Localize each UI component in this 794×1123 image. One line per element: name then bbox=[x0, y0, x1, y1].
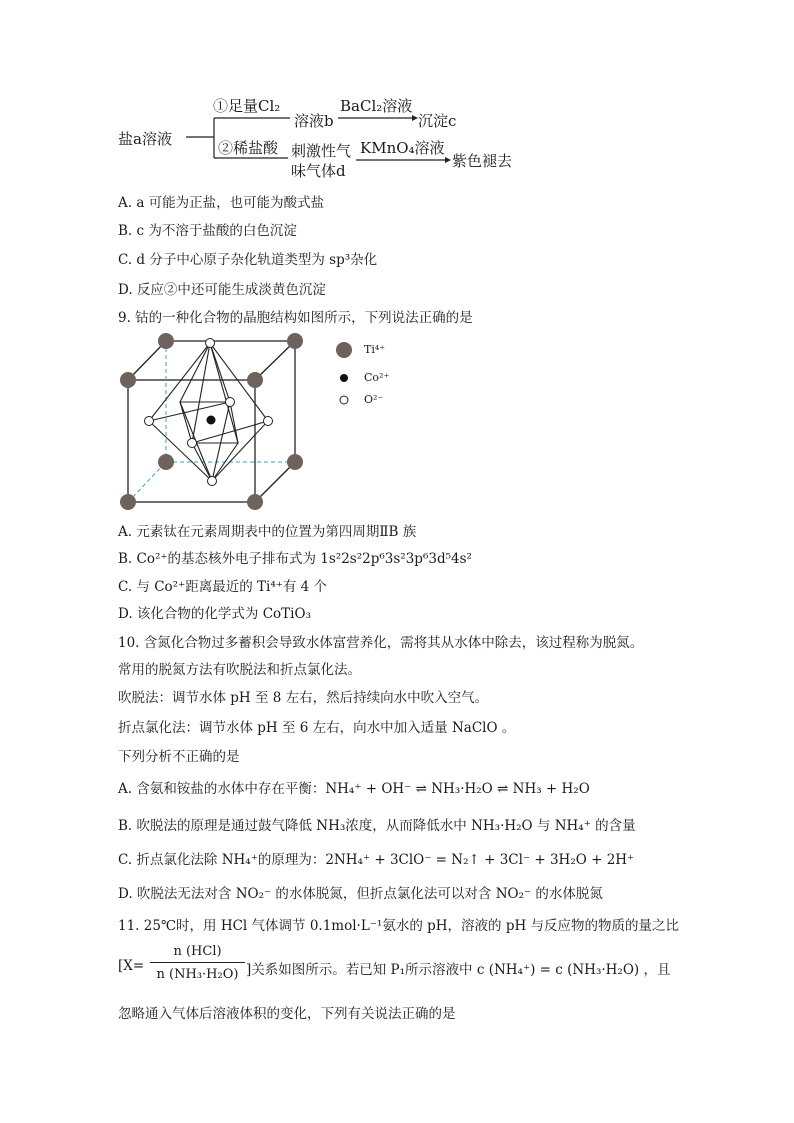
q11-line-3: 忽略通入气体后溶液体积的变化，下列有关说法正确的是 bbox=[118, 1006, 456, 1022]
scheme-step4-reagent: KMnO₄溶液 bbox=[360, 139, 445, 157]
q9-option-b: B. Co²⁺的基态核外电子排布式为 1s²2s²2p⁶3s²3p⁶3d⁵4s² bbox=[118, 551, 472, 567]
q11-line2-pre: [X= bbox=[118, 958, 145, 974]
scheme-product-c: 沉淀c bbox=[418, 112, 457, 130]
q10-stem-2: 常用的脱氮方法有吹脱法和折点氯化法。 bbox=[118, 662, 361, 678]
q8-option-d: D. 反应②中还可能生成淡黄色沉淀 bbox=[118, 282, 326, 298]
q10-stem-5: 下列分析不正确的是 bbox=[118, 749, 240, 765]
scheme-gas-line1: 刺激性气 bbox=[291, 142, 352, 160]
scheme-step2-reagent: BaCl₂溶液 bbox=[340, 97, 413, 115]
scheme-result: 紫色褪去 bbox=[452, 152, 513, 170]
q10-stem-1: 10. 含氮化合物过多蓄积会导致水体富营养化，需将其从水体中除去，该过程称为脱氮。 bbox=[118, 635, 644, 651]
q10-option-b: B. 吹脱法的原理是通过鼓气降低 NH₃浓度，从而降低水中 NH₃·H₂O 与 NH₄⁺ 的含量 bbox=[118, 818, 636, 834]
q10-option-d: D. 吹脱法无法对含 NO₂⁻ 的水体脱氮，但折点氯化法可以对含 NO₂⁻ 的水体脱氮 bbox=[118, 886, 603, 902]
q10-option-c: C. 折点氯化法除 NH₄⁺的原理为：2NH₄⁺ + 3ClO⁻ = N₂↑ + 3Cl⁻ + 3H₂O + 2H⁺ bbox=[118, 852, 635, 868]
scheme-product-b: 溶液b bbox=[294, 112, 334, 130]
scheme-gas-line2: 味气体d bbox=[291, 162, 346, 180]
q10-stem-4: 折点氯化法：调节水体 pH 至 6 左右，向水中加入适量 NaClO 。 bbox=[118, 720, 516, 736]
q8-option-c: C. d 分子中心原子杂化轨道类型为 sp³杂化 bbox=[118, 252, 378, 268]
q10-stem-3: 吹脱法：调节水体 pH 至 8 左右，然后持续向水中吹入空气。 bbox=[118, 690, 489, 706]
q11-fraction-bar bbox=[150, 962, 245, 963]
q8-option-a: A. a 可能为正盐，也可能为酸式盐 bbox=[118, 195, 325, 211]
q11-fraction-numerator: n (HCl) bbox=[173, 944, 222, 959]
legend-co: Co²⁺ bbox=[364, 371, 390, 384]
q8-option-b: B. c 为不溶于盐酸的白色沉淀 bbox=[118, 223, 297, 239]
q9-option-d: D. 该化合物的化学式为 CoTiO₃ bbox=[118, 606, 311, 622]
q9-stem: 9. 钴的一种化合物的晶胞结构如图所示，下列说法正确的是 bbox=[118, 310, 473, 326]
q10-option-a: A. 含氨和铵盐的水体中存在平衡：NH₄⁺ + OH⁻ ⇌ NH₃·H₂O ⇌ NH₃ + H₂O bbox=[118, 781, 590, 797]
scheme-step3-reagent: ②稀盐酸 bbox=[218, 139, 279, 157]
scheme-start: 盐a溶液 bbox=[118, 130, 172, 148]
legend-ti: Ti⁴⁺ bbox=[364, 343, 386, 356]
q9-option-a: A. 元素钛在元素周期表中的位置为第四周期ⅡB 族 bbox=[118, 524, 417, 540]
legend-o: O²⁻ bbox=[364, 393, 384, 406]
q9-option-c: C. 与 Co²⁺距离最近的 Ti⁴⁺有 4 个 bbox=[118, 579, 328, 595]
scheme-step1-reagent: ①足量Cl₂ bbox=[213, 97, 281, 115]
q11-line-1: 11. 25℃时，用 HCl 气体调节 0.1mol·L⁻¹氨水的 pH，溶液的 pH 与反应物的物质的量之比 bbox=[118, 918, 680, 934]
q11-fraction-denominator: n (NH₃·H₂O) bbox=[156, 967, 239, 982]
q11-line2-post: ]关系如图所示。若已知 P₁所示溶液中 c (NH₄⁺) = c (NH₃·H₂O) ，且 bbox=[246, 962, 671, 978]
